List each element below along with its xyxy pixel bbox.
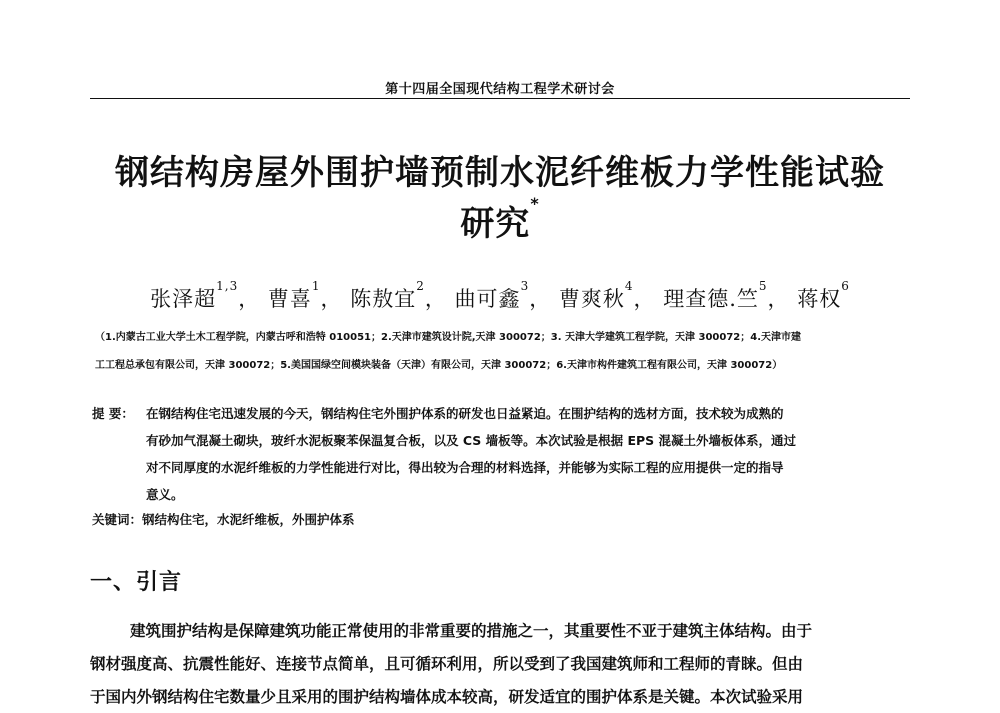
section-heading: 一、引言: [90, 570, 183, 595]
author: 理查德.竺$^5$，: [663, 279, 790, 311]
title-footnote-mark: *: [530, 194, 540, 213]
affiliations-line-1: （1.内蒙古工业大学土木工程学院，内蒙古呼和浩特 010051；2.天津市建筑设计院,天津 300072；3. 天津大学建筑工程学院，天津 300072；4.天津市建: [95, 332, 801, 343]
body-line: 于国内外钢结构住宅数量少且采用的围护结构墙体成本较高，研发适宜的围护体系是关键。本次试验采用: [90, 687, 804, 706]
paper-title-line-1: 钢结构房屋外围护墙预制水泥纤维板力学性能试验: [115, 153, 885, 193]
running-header: 第十四届全国现代结构工程学术研讨会: [385, 82, 615, 97]
affiliations-line-2: 工工程总承包有限公司，天津 300072；5.美国国绿空间模块装备（天津）有限公司，天津 300072；6.天津市构件建筑工程有限公司，天津 300072）: [95, 360, 783, 371]
keywords-label: 关键词：: [92, 512, 143, 527]
author: 曹喜$^1$，: [267, 279, 343, 311]
abstract: [92, 400, 922, 508]
paper-title-line-2: [60, 196, 940, 245]
author: 张泽超$^{1,3}$，: [150, 279, 261, 311]
paper-title-line-2-text: 研究: [460, 204, 531, 244]
abstract-line: 对不同厚度的水泥纤维板的力学性能进行对比，得出较为合理的材料选择，并能够为实际工程的应用提供一定的指导: [146, 460, 784, 475]
author: 蒋权$^6$: [797, 279, 850, 311]
header-rule: [90, 98, 910, 99]
body-line: 钢材强度高、抗震性能好、连接节点简单，且可循环利用，所以受到了我国建筑师和工程师的青睐。但由: [90, 654, 804, 673]
keywords: [92, 510, 922, 528]
author: 陈敖宜$^2$，: [350, 279, 447, 311]
body-line: 建筑围护结构是保障建筑功能正常使用的非常重要的措施之一，其重要性不亚于建筑主体结构。由于: [130, 621, 813, 640]
abstract-line: 提 要： 在钢结构住宅迅速发展的今天，钢结构住宅外围护体系的研发也日益紧迫。在围护结构的选材方面，技术较为成熟的: [92, 400, 922, 427]
abstract-label: 提 要：: [92, 406, 134, 421]
abstract-line: 意义。: [146, 487, 184, 502]
author-list: [60, 279, 940, 313]
author: 曲可鑫$^3$，: [454, 279, 552, 311]
keywords-text: 钢结构住宅，水泥纤维板，外围护体系: [142, 512, 355, 527]
abstract-line: 有砂加气混凝土砌块，玻纤水泥板聚苯保温复合板，以及 CS 墙板等。本次试验是根据 EPS 混凝土外墙板体系，通过: [146, 433, 797, 448]
author: 曹爽秋$^4$，: [558, 279, 656, 311]
body-text: [90, 614, 920, 713]
